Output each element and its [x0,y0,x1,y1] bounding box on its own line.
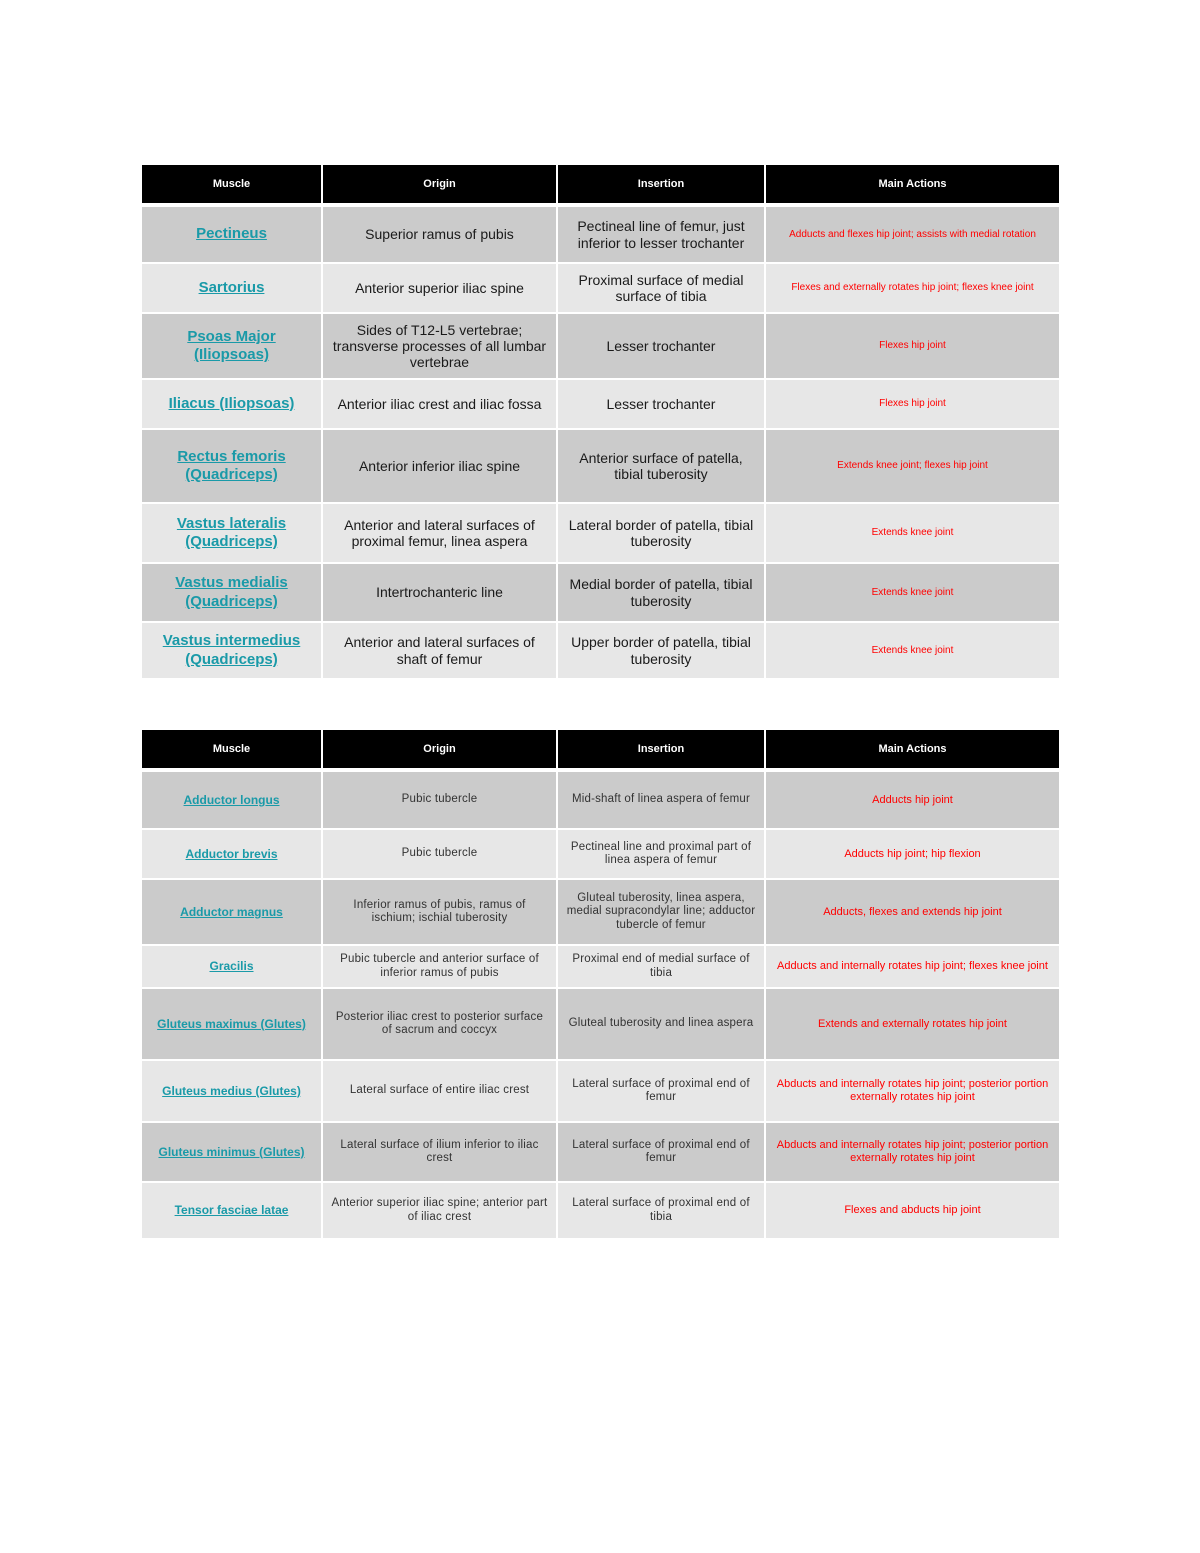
upper-muscle-table [142,165,1059,680]
origin-cell: Anterior superior iliac spine [322,263,557,313]
header-insertion: Insertion [557,165,765,205]
table-row [142,1122,1059,1182]
table-row [142,879,1059,945]
table-row [142,379,1059,429]
insertion-cell: Pectineal line and proximal part of linea aspera of femur [557,829,765,879]
action-cell: Adducts and internally rotates hip joint; flexes knee joint [765,945,1059,988]
insertion-cell: Lateral border of patella, tibial tuberosity [557,503,765,563]
action-cell: Adducts, flexes and extends hip joint [765,879,1059,945]
table-row [142,622,1059,679]
muscle-cell [142,945,322,988]
header-insertion: Insertion [557,730,765,770]
origin-cell: Pubic tubercle and anterior surface of inferior ramus of pubis [322,945,557,988]
origin-cell: Lateral surface of ilium inferior to iliac crest [322,1122,557,1182]
table-row [142,770,1059,829]
action-cell: Flexes and abducts hip joint [765,1182,1059,1239]
action-cell: Extends knee joint [765,622,1059,679]
lower-muscle-table [142,730,1059,1240]
muscle-cell [142,263,322,313]
insertion-cell: Anterior surface of patella, tibial tuberosity [557,429,765,503]
insertion-cell: Lateral surface of proximal end of tibia [557,1182,765,1239]
muscle-link[interactable]: Gracilis [209,959,254,974]
header-main-actions: Main Actions [765,165,1059,205]
muscle-link[interactable]: Vastus medialis (Quadriceps) [175,574,288,610]
muscle-link[interactable]: Sartorius [198,278,265,296]
table-row [142,429,1059,503]
table-row [142,313,1059,379]
muscle-cell [142,988,322,1060]
table-row [142,945,1059,988]
action-cell: Extends knee joint [765,503,1059,563]
action-cell: Adducts hip joint; hip flexion [765,829,1059,879]
muscle-cell [142,563,322,622]
header-origin: Origin [322,165,557,205]
table-row [142,1060,1059,1122]
table-row [142,503,1059,563]
action-cell: Flexes and externally rotates hip joint; flexes knee joint [765,263,1059,313]
origin-cell: Sides of T12-L5 vertebrae; transverse processes of all lumbar vertebrae [322,313,557,379]
insertion-cell: Proximal surface of medial surface of tibia [557,263,765,313]
muscle-cell [142,313,322,379]
origin-cell: Intertrochanteric line [322,563,557,622]
muscle-cell [142,622,322,679]
muscle-cell [142,879,322,945]
table-row [142,563,1059,622]
table-row [142,988,1059,1060]
origin-cell: Anterior and lateral surfaces of shaft of femur [322,622,557,679]
table-row [142,205,1059,263]
muscle-link[interactable]: Psoas Major (Iliopsoas) [187,327,276,363]
muscle-link[interactable]: Iliacus (Iliopsoas) [168,394,295,412]
insertion-cell: Pectineal line of femur, just inferior to lesser trochanter [557,205,765,263]
insertion-cell: Upper border of patella, tibial tuberosity [557,622,765,679]
muscle-link[interactable]: Gluteus maximus (Glutes) [157,1016,306,1031]
header-muscle: Muscle [142,730,322,770]
table-row [142,1182,1059,1239]
origin-cell: Anterior superior iliac spine; anterior part of iliac crest [322,1182,557,1239]
muscle-cell [142,205,322,263]
origin-cell: Anterior and lateral surfaces of proximal femur, linea aspera [322,503,557,563]
muscle-cell [142,1182,322,1239]
header-muscle: Muscle [142,165,322,205]
action-cell: Adducts and flexes hip joint; assists with medial rotation [765,205,1059,263]
insertion-cell: Lateral surface of proximal end of femur [557,1060,765,1122]
origin-cell: Anterior inferior iliac spine [322,429,557,503]
action-cell: Abducts and internally rotates hip joint; posterior portion externally rotates hip joint [765,1060,1059,1122]
muscle-cell [142,1060,322,1122]
insertion-cell: Mid-shaft of linea aspera of femur [557,770,765,829]
muscle-link[interactable]: Vastus intermedius (Quadriceps) [162,632,301,668]
action-cell: Extends and externally rotates hip joint [765,988,1059,1060]
muscle-link[interactable]: Tensor fasciae latae [174,1203,289,1218]
action-cell: Adducts hip joint [765,770,1059,829]
muscle-link[interactable]: Adductor brevis [185,846,278,861]
origin-cell: Inferior ramus of pubis, ramus of ischium; ischial tuberosity [322,879,557,945]
muscle-cell [142,503,322,563]
insertion-cell: Lateral surface of proximal end of femur [557,1122,765,1182]
action-cell: Extends knee joint; flexes hip joint [765,429,1059,503]
muscle-cell [142,379,322,429]
action-cell: Flexes hip joint [765,379,1059,429]
muscle-cell [142,770,322,829]
origin-cell: Superior ramus of pubis [322,205,557,263]
table-header-row [142,165,1059,205]
action-cell: Flexes hip joint [765,313,1059,379]
muscle-cell [142,429,322,503]
origin-cell: Pubic tubercle [322,829,557,879]
muscle-link[interactable]: Pectineus [196,225,267,243]
muscle-link[interactable]: Gluteus minimus (Glutes) [158,1144,305,1159]
table-row [142,829,1059,879]
origin-cell: Anterior iliac crest and iliac fossa [322,379,557,429]
origin-cell: Pubic tubercle [322,770,557,829]
origin-cell: Posterior iliac crest to posterior surface of sacrum and coccyx [322,988,557,1060]
header-main-actions: Main Actions [765,730,1059,770]
muscle-link[interactable]: Gluteus medius (Glutes) [162,1083,301,1098]
origin-cell: Lateral surface of entire iliac crest [322,1060,557,1122]
table-header-row [142,730,1059,770]
action-cell: Extends knee joint [765,563,1059,622]
insertion-cell: Proximal end of medial surface of tibia [557,945,765,988]
insertion-cell: Medial border of patella, tibial tuberosity [557,563,765,622]
insertion-cell: Gluteal tuberosity and linea aspera [557,988,765,1060]
table-row [142,263,1059,313]
insertion-cell: Gluteal tuberosity, linea aspera, medial supracondylar line; adductor tubercle of femur [557,879,765,945]
muscle-link[interactable]: Adductor magnus [180,904,283,919]
insertion-cell: Lesser trochanter [557,313,765,379]
muscle-link[interactable]: Adductor longus [183,792,280,807]
muscle-cell [142,829,322,879]
action-cell: Abducts and internally rotates hip joint; posterior portion externally rotates hip joint [765,1122,1059,1182]
muscle-link[interactable]: Rectus femoris (Quadriceps) [177,447,286,483]
muscle-cell [142,1122,322,1182]
insertion-cell: Lesser trochanter [557,379,765,429]
muscle-link[interactable]: Vastus lateralis (Quadriceps) [176,514,287,550]
header-origin: Origin [322,730,557,770]
